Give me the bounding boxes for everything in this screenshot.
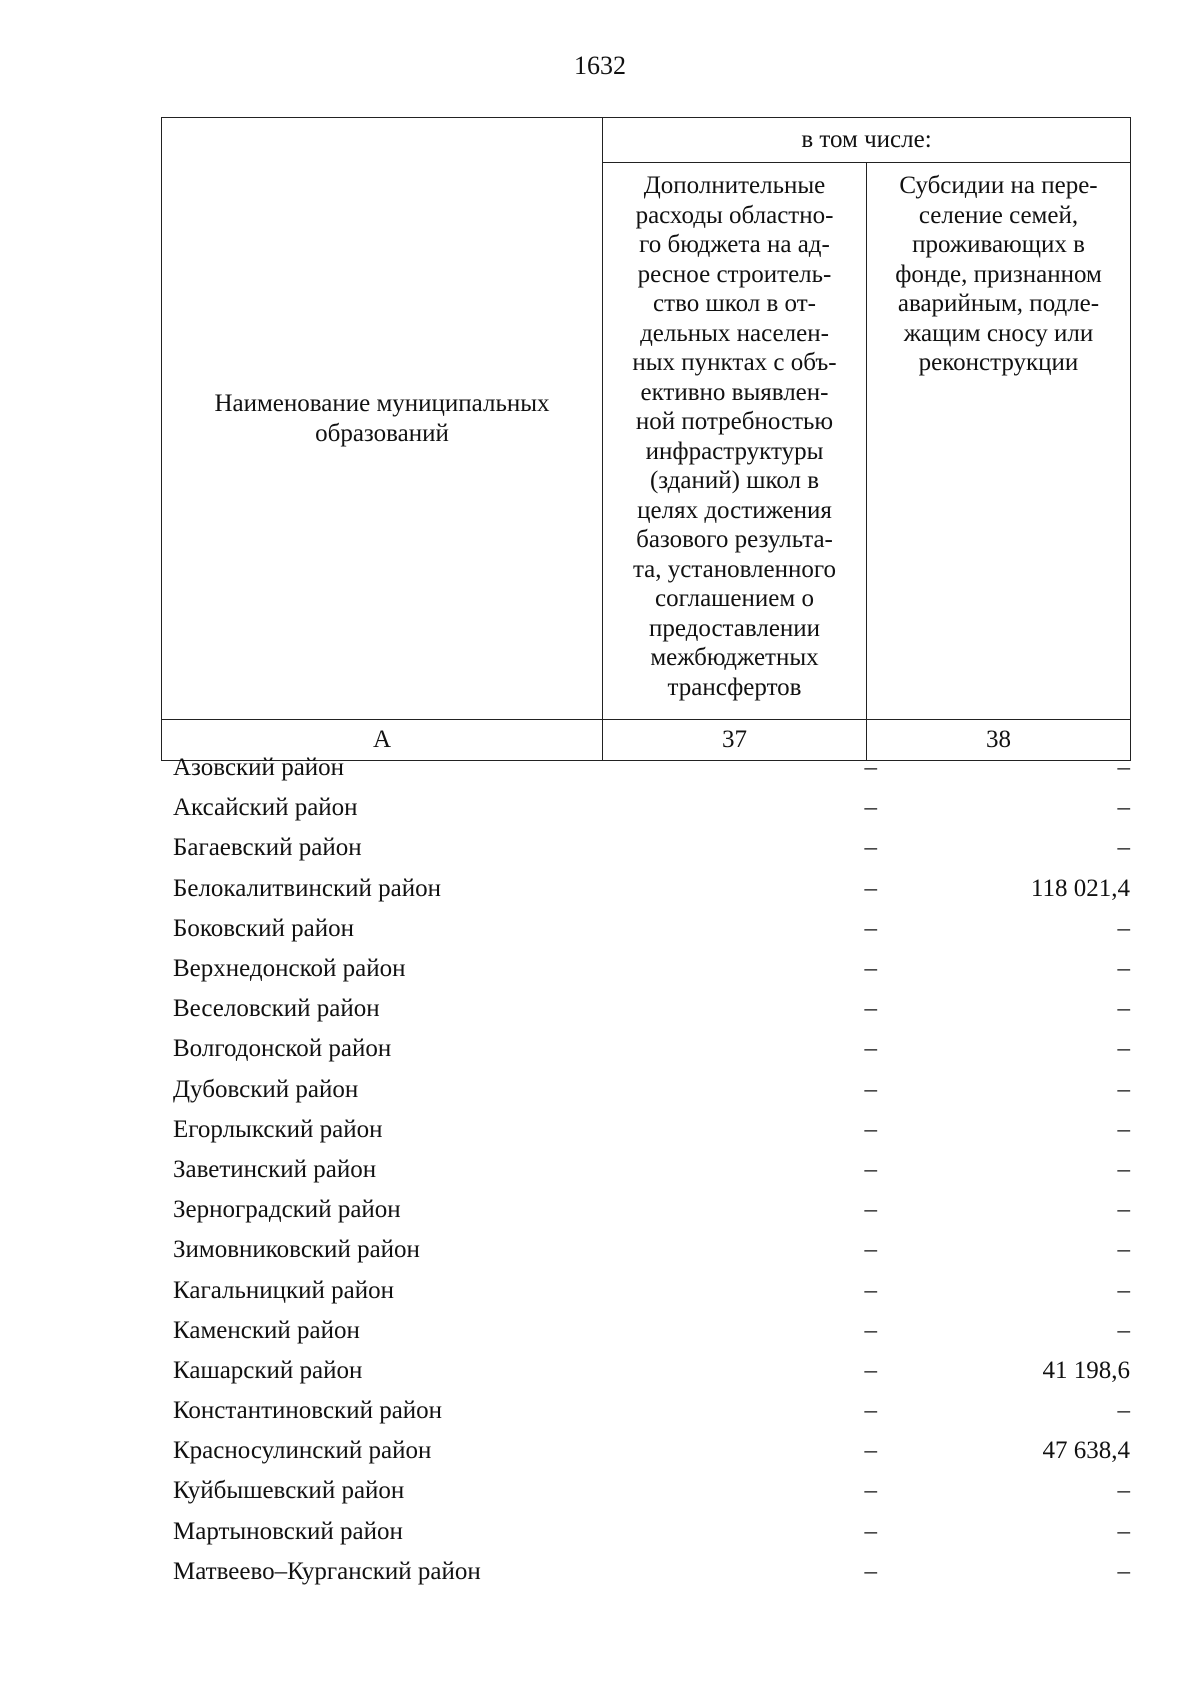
table-row [161,1110,1130,1150]
value-37: – [864,1356,877,1384]
table-header [161,117,1131,761]
value-38: 41 198,6 [1042,1356,1130,1384]
column-header-including: в том числе: [603,118,1131,163]
table-row [161,1512,1130,1552]
municipality-name: Веселовский район [173,995,380,1023]
municipality-name: Кашарский район [173,1356,363,1384]
value-38: – [1117,834,1130,862]
value-38: – [1117,794,1130,822]
column-header-37: Дополнительные расходы областно- го бюджета на ад- ресное строитель- ство школ в от- дельных населен- ных пунктах с объ- ективно выявлен- ной потребностью инфраструктуры (зданий) школ в целях достижения базового результа- та, установленного соглашением о предоставлении межбюджетных трансфертов [603,163,867,720]
table-row [161,1230,1130,1270]
table-row [161,869,1130,909]
column-number-38: 38 [867,720,1131,761]
value-37: – [864,955,877,983]
value-38: 47 638,4 [1042,1437,1130,1465]
value-37: – [864,1437,877,1465]
municipality-name: Боковский район [173,914,354,942]
value-37: – [864,995,877,1023]
municipality-name: Зерноградский район [173,1196,401,1224]
table-row [161,1431,1130,1471]
municipality-name: Каменский район [173,1316,360,1344]
municipality-name: Куйбышевский район [173,1477,405,1505]
municipality-name: Мартыновский район [173,1517,403,1545]
municipality-name: Аксайский район [173,794,358,822]
municipality-name: Белокалитвинский район [173,874,441,902]
value-37: – [864,834,877,862]
municipality-name: Егорлыкский район [173,1115,383,1143]
value-37: – [864,914,877,942]
municipality-name: Матвеево–Курганский район [173,1557,481,1585]
value-38: – [1117,1155,1130,1183]
value-38: – [1117,1075,1130,1103]
table-row [161,788,1130,828]
municipality-name: Волгодонской район [173,1035,392,1063]
value-38: – [1117,1557,1130,1585]
value-38: – [1117,1477,1130,1505]
table-row [161,1070,1130,1110]
municipality-name: Азовский район [173,754,345,782]
value-38: – [1117,995,1130,1023]
value-37: – [864,1115,877,1143]
table-row [161,1190,1130,1230]
value-37: – [864,1075,877,1103]
table-row [161,1029,1130,1069]
table-row [161,949,1130,989]
municipality-name: Красносулинский район [173,1437,432,1465]
value-37: – [864,1397,877,1425]
municipality-name: Дубовский район [173,1075,359,1103]
value-37: – [864,874,877,902]
table-row [161,1471,1130,1511]
municipality-name: Заветинский район [173,1155,377,1183]
column-header-38: Субсидии на пере- селение семей, проживающих в фонде, признанном аварийным, подле- жащим сносу или реконструкции [867,163,1131,720]
municipality-name: Верхнедонской район [173,955,406,983]
value-37: – [864,1477,877,1505]
value-38: – [1117,1035,1130,1063]
table-row [161,909,1130,949]
value-37: – [864,1035,877,1063]
value-38: – [1117,754,1130,782]
value-37: – [864,1155,877,1183]
value-38: – [1117,1115,1130,1143]
value-38: – [1117,1316,1130,1344]
value-38: – [1117,1276,1130,1304]
value-37: – [864,794,877,822]
table-row [161,1150,1130,1190]
value-38: – [1117,1236,1130,1264]
table-row [161,1351,1130,1391]
municipality-name: Константиновский район [173,1397,443,1425]
table-row [161,989,1130,1029]
value-37: – [864,1196,877,1224]
municipality-name: Кагальницкий район [173,1276,395,1304]
municipality-name: Багаевский район [173,834,362,862]
table-row [161,1391,1130,1431]
table-row [161,1552,1130,1592]
value-37: – [864,754,877,782]
value-37: – [864,1316,877,1344]
value-38: – [1117,914,1130,942]
value-38: – [1117,955,1130,983]
table-body [161,748,1130,1592]
value-37: – [864,1517,877,1545]
table-row [161,1270,1130,1310]
column-number-37: 37 [603,720,867,761]
value-38: 118 021,4 [1030,874,1130,902]
value-37: – [864,1276,877,1304]
page-number: 1632 [574,51,626,80]
value-38: – [1117,1397,1130,1425]
table-row [161,748,1130,788]
value-38: – [1117,1196,1130,1224]
value-37: – [864,1557,877,1585]
table-row [161,1311,1130,1351]
table-row [161,828,1130,868]
value-37: – [864,1236,877,1264]
municipality-name: Зимовниковский район [173,1236,420,1264]
value-38: – [1117,1517,1130,1545]
column-number-a: А [162,720,603,761]
column-header-municipality: Наименование муниципальных образований [162,118,603,720]
